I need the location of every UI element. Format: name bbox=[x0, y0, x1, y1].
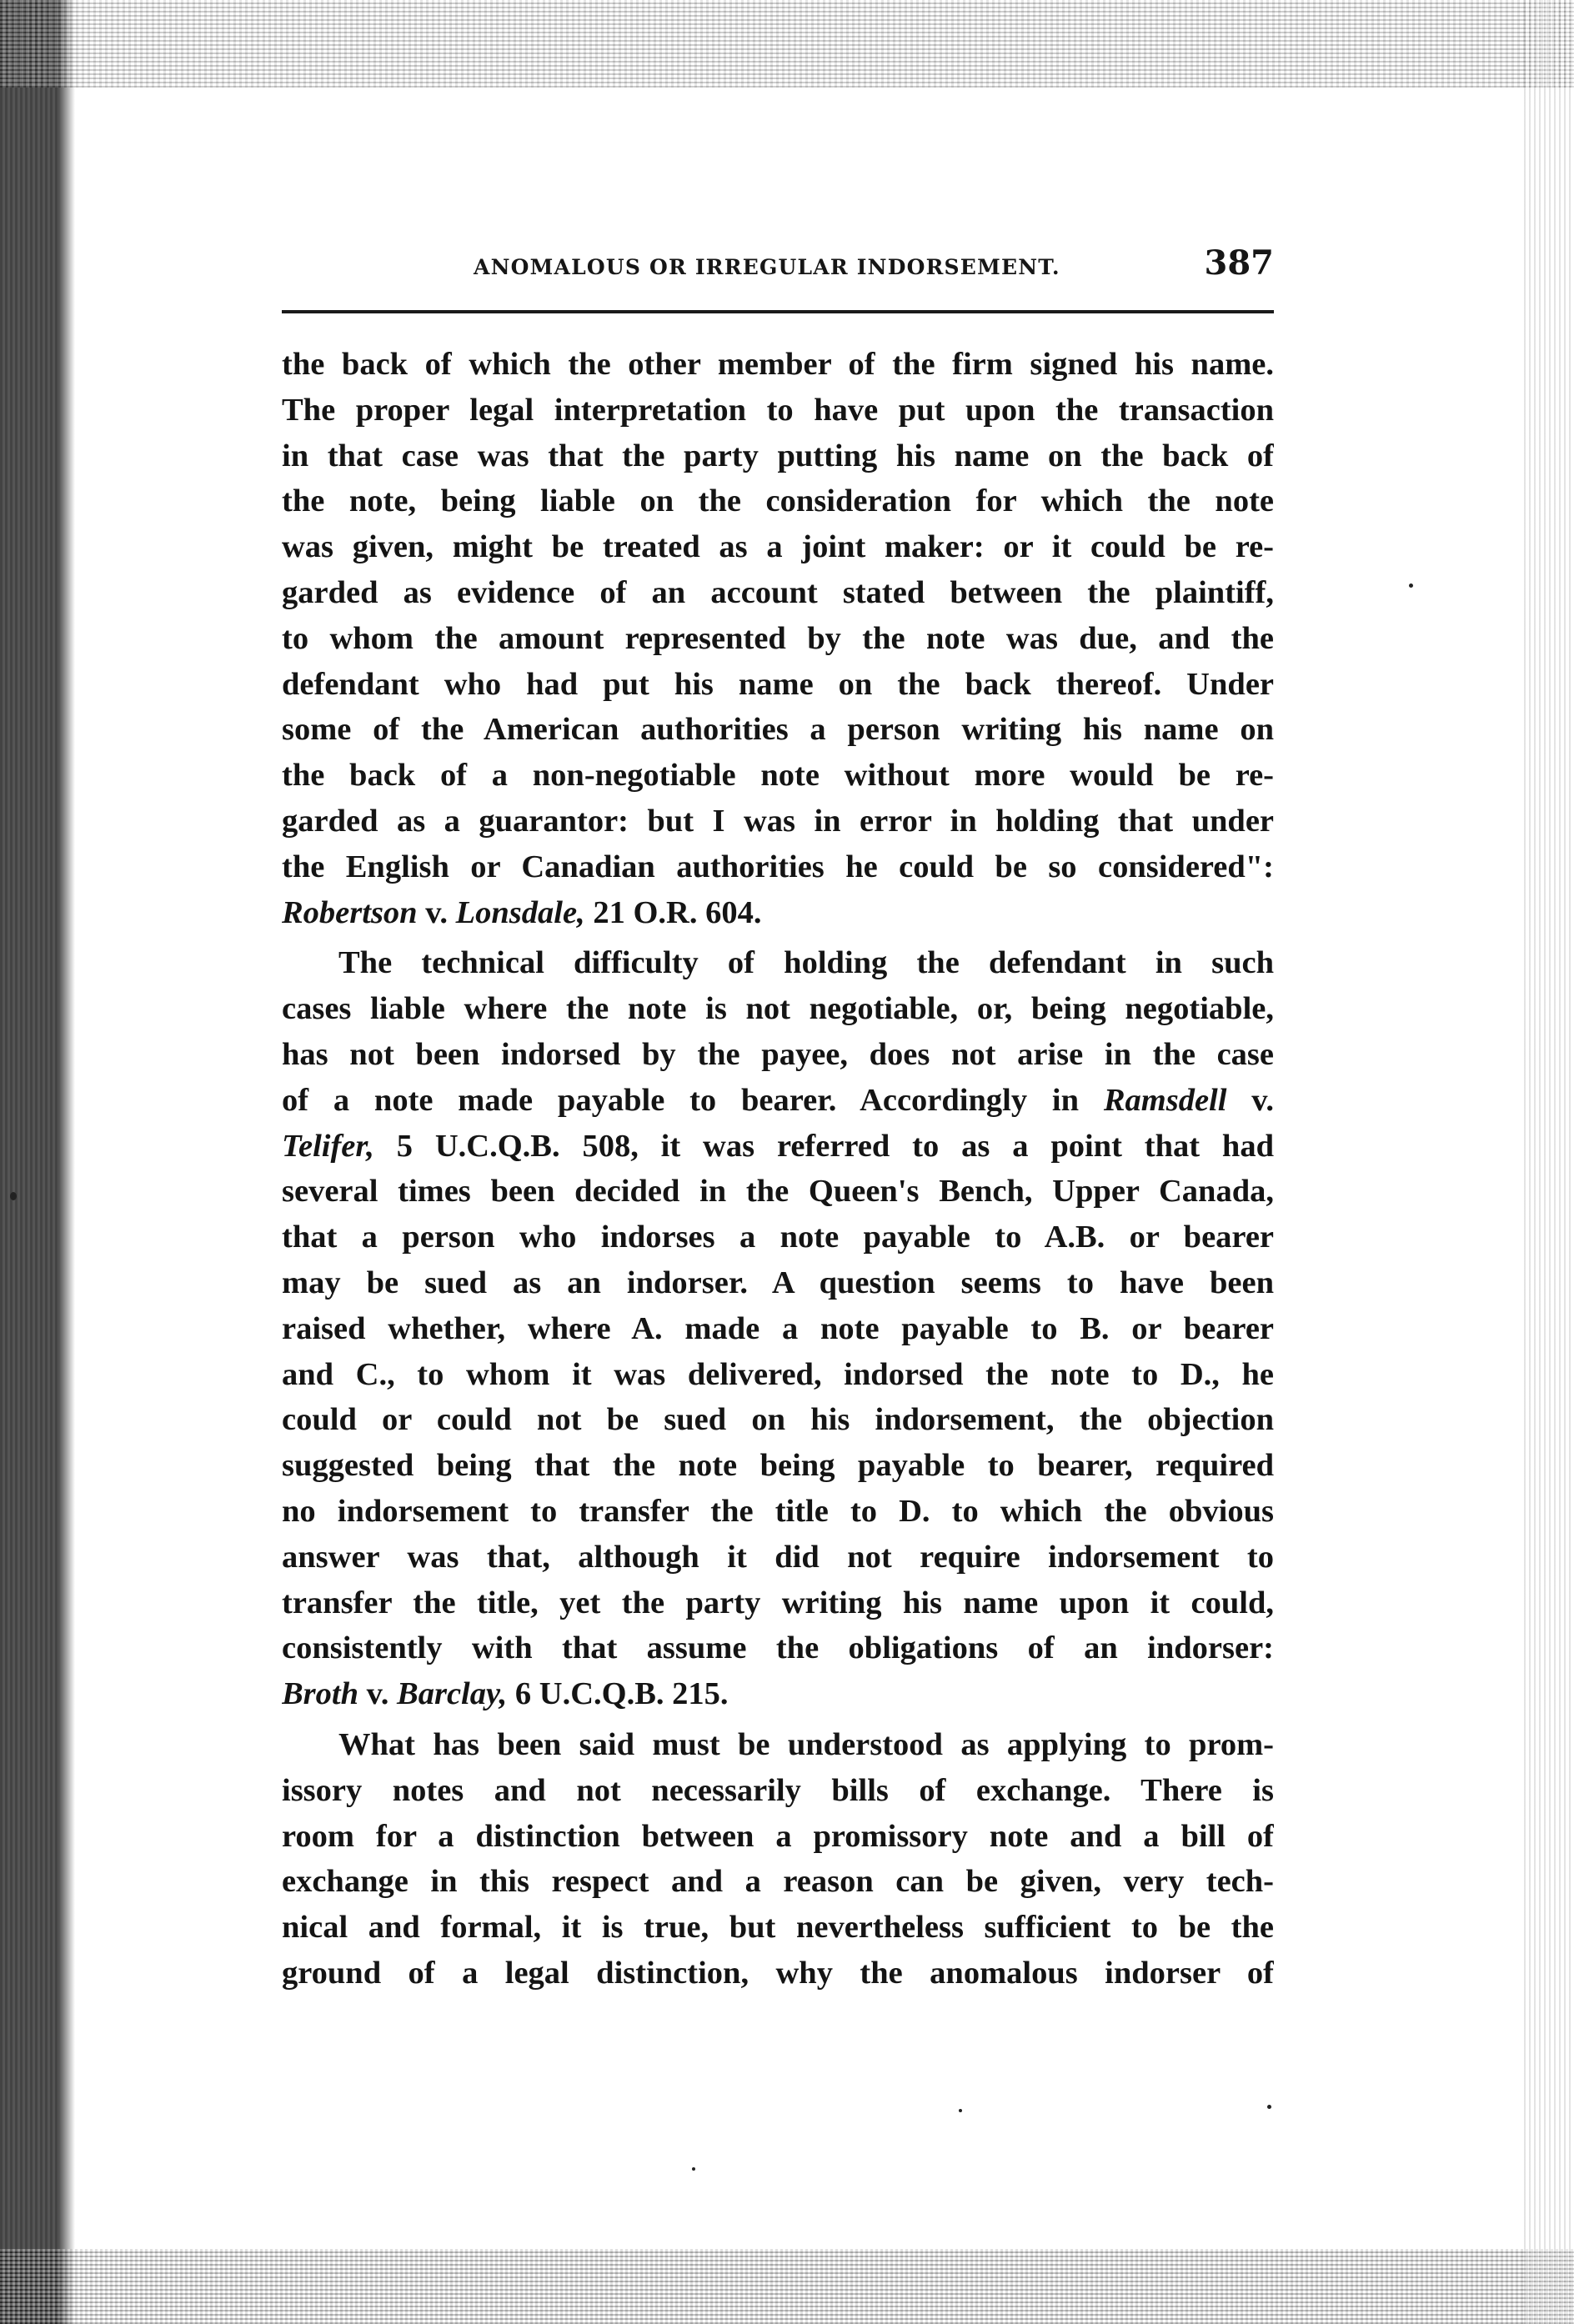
text-line: The technical difficulty of holding the defendant in such bbox=[338, 945, 1274, 981]
text-line: the back of which the other member of the firm signed his name. bbox=[282, 347, 1274, 382]
scan-edge-left bbox=[0, 0, 58, 2324]
versus: v. bbox=[1226, 1082, 1274, 1118]
text-line: in that case was that the party putting his name on the back of bbox=[282, 438, 1274, 473]
text-line bbox=[282, 1124, 1274, 1170]
case-reference: 6 U.C.Q.B. 215. bbox=[507, 1676, 729, 1712]
page-header bbox=[282, 243, 1274, 293]
text-line: that a person who indorses a note payable to A.B. or bearer bbox=[282, 1220, 1274, 1255]
text-line: room for a distinction between a promissory note and a bill of bbox=[282, 1818, 1274, 1854]
text-line: garded as evidence of an account stated between the plaintiff, bbox=[282, 574, 1274, 610]
text-line: suggested being that the note being payable to bearer, required bbox=[282, 1448, 1274, 1484]
case-name: Robertson bbox=[282, 894, 418, 930]
citation-line bbox=[282, 890, 1274, 936]
text-line: to whom the amount represented by the note was due, and the bbox=[282, 620, 1274, 656]
text-line: The proper legal interpretation to have put upon the transaction bbox=[282, 392, 1274, 428]
text-line: cases liable where the note is not negotiable, or, being negotiable, bbox=[282, 991, 1274, 1027]
scan-speck bbox=[10, 1192, 17, 1200]
header-rule bbox=[282, 310, 1274, 313]
case-name: Barclay, bbox=[397, 1676, 508, 1712]
text-line: several times been decided in the Queen's Bench, Upper Canada, bbox=[282, 1174, 1274, 1210]
text-line: the back of a non-negotiable note without more would be re- bbox=[282, 758, 1274, 794]
text-line: and C., to whom it was delivered, indorsed the note to D., he bbox=[282, 1356, 1274, 1392]
text-line: could or could not be sued on his indorsement, the objection bbox=[282, 1402, 1274, 1438]
text-line: no indorsement to transfer the title to D. to which the obvious bbox=[282, 1493, 1274, 1529]
case-name: Lonsdale, bbox=[455, 894, 585, 930]
text-line: defendant who had put his name on the back thereof. Under bbox=[282, 666, 1274, 702]
text-line: consistently with that assume the obligations of an indorser: bbox=[282, 1630, 1274, 1666]
scan-edge-top bbox=[0, 0, 1574, 88]
scan-speck bbox=[1409, 584, 1413, 588]
text-line: the note, being liable on the consideration for which the note bbox=[282, 483, 1274, 519]
text-line: ground of a legal distinction, why the anomalous indorser of bbox=[282, 1955, 1274, 1991]
text-line: nical and formal, it is true, but nevertheless sufficient to be the bbox=[282, 1910, 1274, 1946]
scan-edge-right bbox=[1524, 0, 1574, 2324]
citation-line bbox=[282, 1671, 1274, 1717]
text-line: may be sued as an indorser. A question seems to have been bbox=[282, 1265, 1274, 1300]
text-line: What has been said must be understood as applying to prom- bbox=[338, 1726, 1274, 1762]
scan-speck bbox=[1267, 2105, 1271, 2109]
running-head: ANOMALOUS OR IRREGULAR INDORSEMENT. bbox=[474, 255, 1060, 279]
text-line: garded as a guarantor: but I was in error in holding that under bbox=[282, 803, 1274, 839]
text-fragment: 5 U.C.Q.B. 508, it was referred to as a point that had bbox=[396, 1128, 1274, 1164]
text-line: has not been indorsed by the payee, does not arise in the case bbox=[282, 1036, 1274, 1072]
case-name: Ramsdell bbox=[1103, 1082, 1227, 1118]
text-line: some of the American authorities a person writing his name on bbox=[282, 712, 1274, 748]
versus: v. bbox=[358, 1676, 398, 1712]
case-reference: 21 O.R. 604. bbox=[584, 894, 762, 930]
page-number: 387 bbox=[1204, 243, 1274, 283]
body-text bbox=[282, 342, 1274, 1996]
case-name: Telifer, bbox=[282, 1128, 374, 1164]
text-line: the English or Canadian authorities he could be so considered": bbox=[282, 849, 1274, 884]
text-line: raised whether, where A. made a note payable to B. or bearer bbox=[282, 1310, 1274, 1346]
text-line: issory notes and not necessarily bills of exchange. There is bbox=[282, 1772, 1274, 1808]
text-line: was given, might be treated as a joint maker: or it could be re- bbox=[282, 529, 1274, 565]
scan-speck bbox=[959, 2109, 962, 2112]
text-line: answer was that, although it did not require indorsement to bbox=[282, 1539, 1274, 1575]
text-line bbox=[282, 1078, 1274, 1124]
text-line: exchange in this respect and a reason can be given, very tech- bbox=[282, 1864, 1274, 1900]
case-name: Broth bbox=[282, 1676, 359, 1712]
scan-shadow-left bbox=[58, 0, 75, 2324]
text-line: transfer the title, yet the party writing his name upon it could, bbox=[282, 1585, 1274, 1620]
versus: v. bbox=[417, 894, 456, 930]
scan-edge-bottom bbox=[0, 2249, 1574, 2324]
scan-speck bbox=[692, 2167, 695, 2171]
text-fragment: of a note made payable to bearer. Accordingly in bbox=[282, 1082, 1080, 1118]
